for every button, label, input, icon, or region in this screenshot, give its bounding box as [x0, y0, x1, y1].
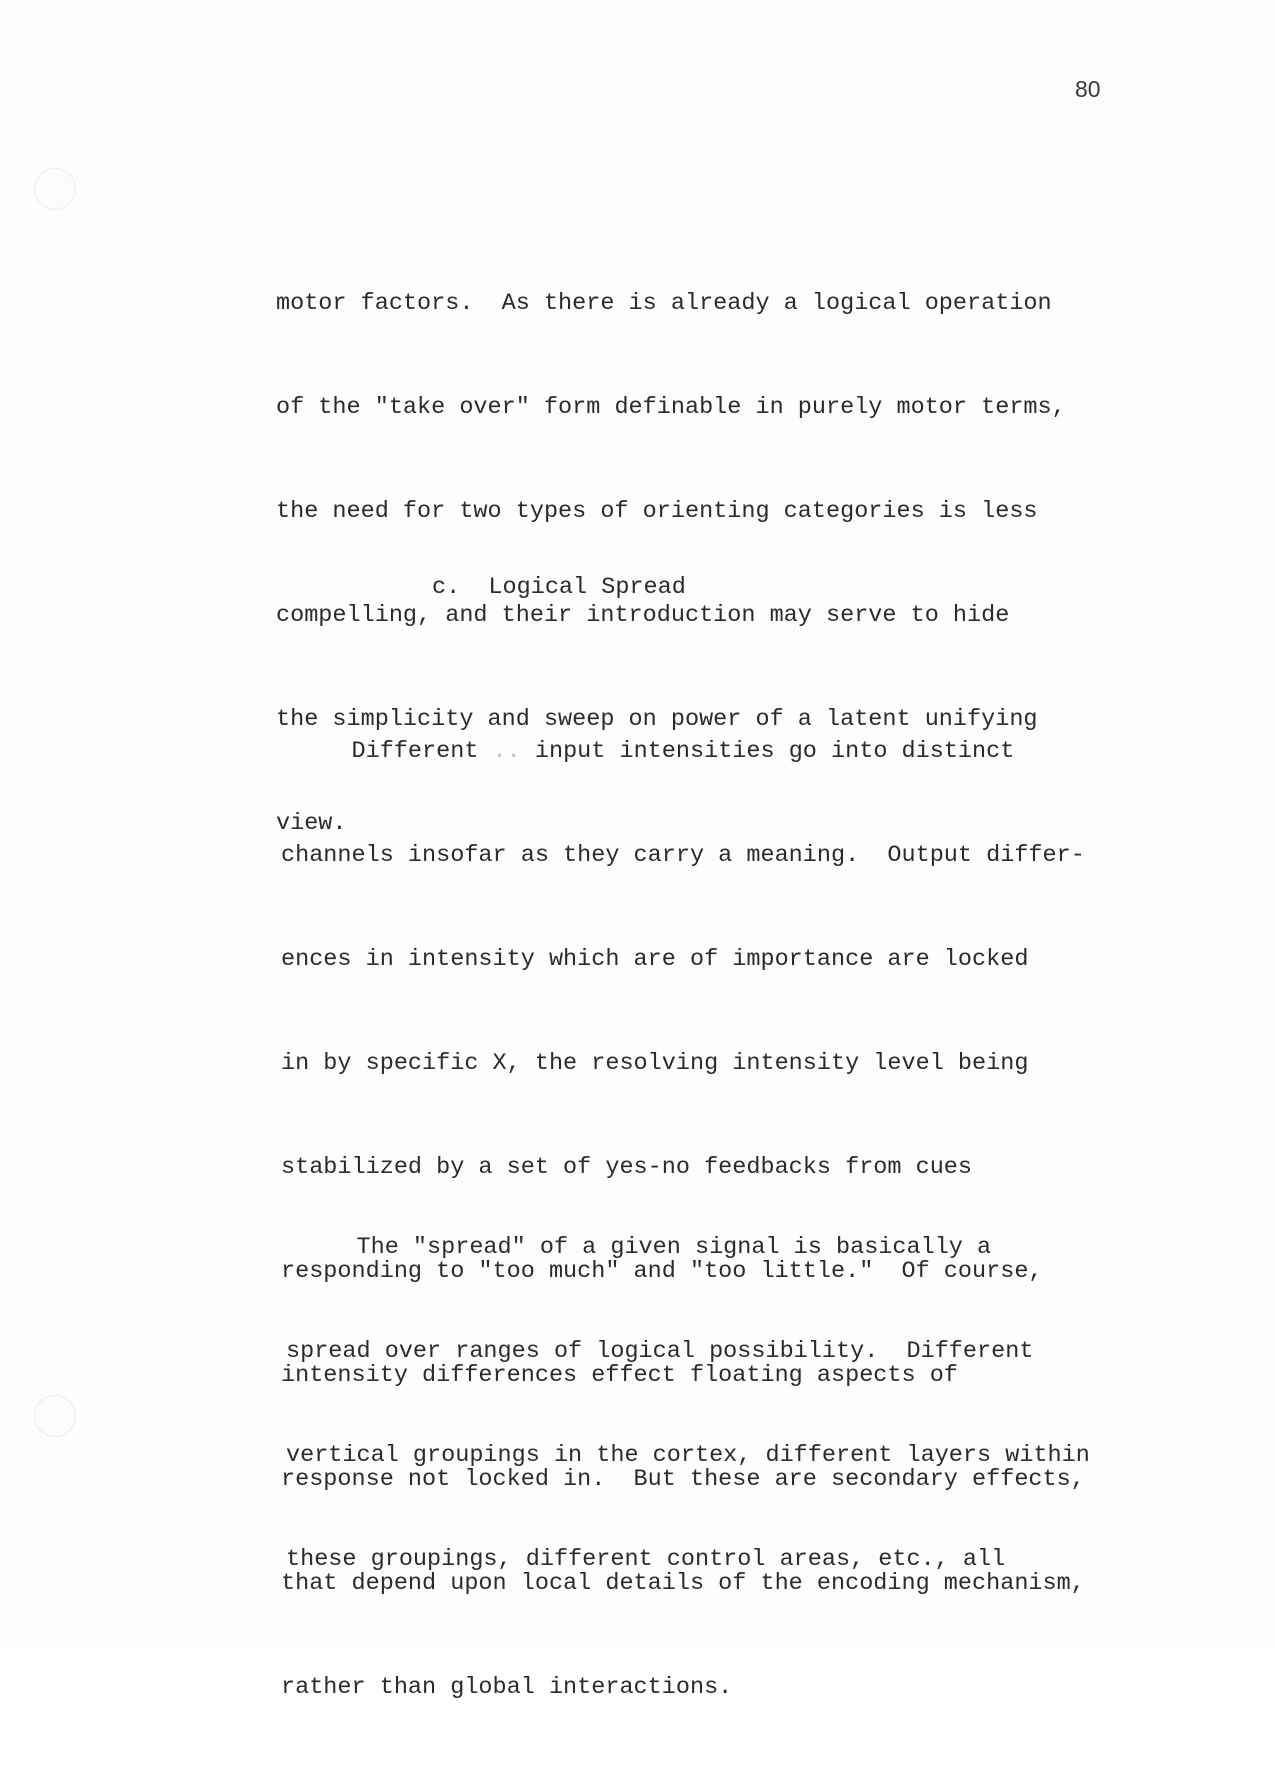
- punch-hole-bottom: [34, 1395, 76, 1437]
- erased-mark: ..: [492, 738, 521, 765]
- text-line: the simplicity and sweep on power of a latent unifying: [276, 706, 1038, 733]
- text-line: these groupings, different control areas, etc., all: [286, 1546, 1006, 1573]
- text-line: [281, 727, 1085, 777]
- text-segment: input intensities go into distinct: [520, 738, 1015, 765]
- text-line: compelling, and their introduction may serve to hide: [276, 602, 1010, 629]
- text-line: spread over ranges of logical possibility. Different: [286, 1338, 1034, 1365]
- text-line: motor factors. As there is already a logical operation: [276, 290, 1052, 317]
- text-line: responding to "too much" and "too little." Of course,: [281, 1258, 1043, 1285]
- text-line: rather than global interactions.: [281, 1674, 733, 1701]
- text-line: The "spread" of a given signal is basically a: [286, 1234, 992, 1261]
- text-line: that depend upon local details of the encoding mechanism,: [281, 1570, 1085, 1597]
- text-segment: Different: [281, 738, 493, 765]
- punch-hole-top: [34, 168, 76, 210]
- section-heading: c. Logical Spread: [432, 574, 686, 601]
- text-line: channels insofar as they carry a meaning. Output differ-: [281, 842, 1085, 869]
- text-line: in by specific X, the resolving intensity level being: [281, 1050, 1029, 1077]
- text-line: stabilized by a set of yes-no feedbacks from cues: [281, 1154, 973, 1181]
- page-number: 80: [1075, 76, 1101, 102]
- text-line: the need for two types of orienting categories is less: [276, 498, 1038, 525]
- paragraph-3: [286, 1169, 1090, 1639]
- text-line: intensity differences effect floating aspects of: [281, 1362, 958, 1389]
- text-line: view.: [276, 810, 347, 837]
- text-line: response not locked in. But these are secondary effects,: [281, 1466, 1085, 1493]
- text-line: ences in intensity which are of importance are locked: [281, 946, 1029, 973]
- text-line: of the "take over" form definable in purely motor terms,: [276, 394, 1066, 421]
- text-line: vertical groupings in the cortex, different layers within: [286, 1442, 1090, 1469]
